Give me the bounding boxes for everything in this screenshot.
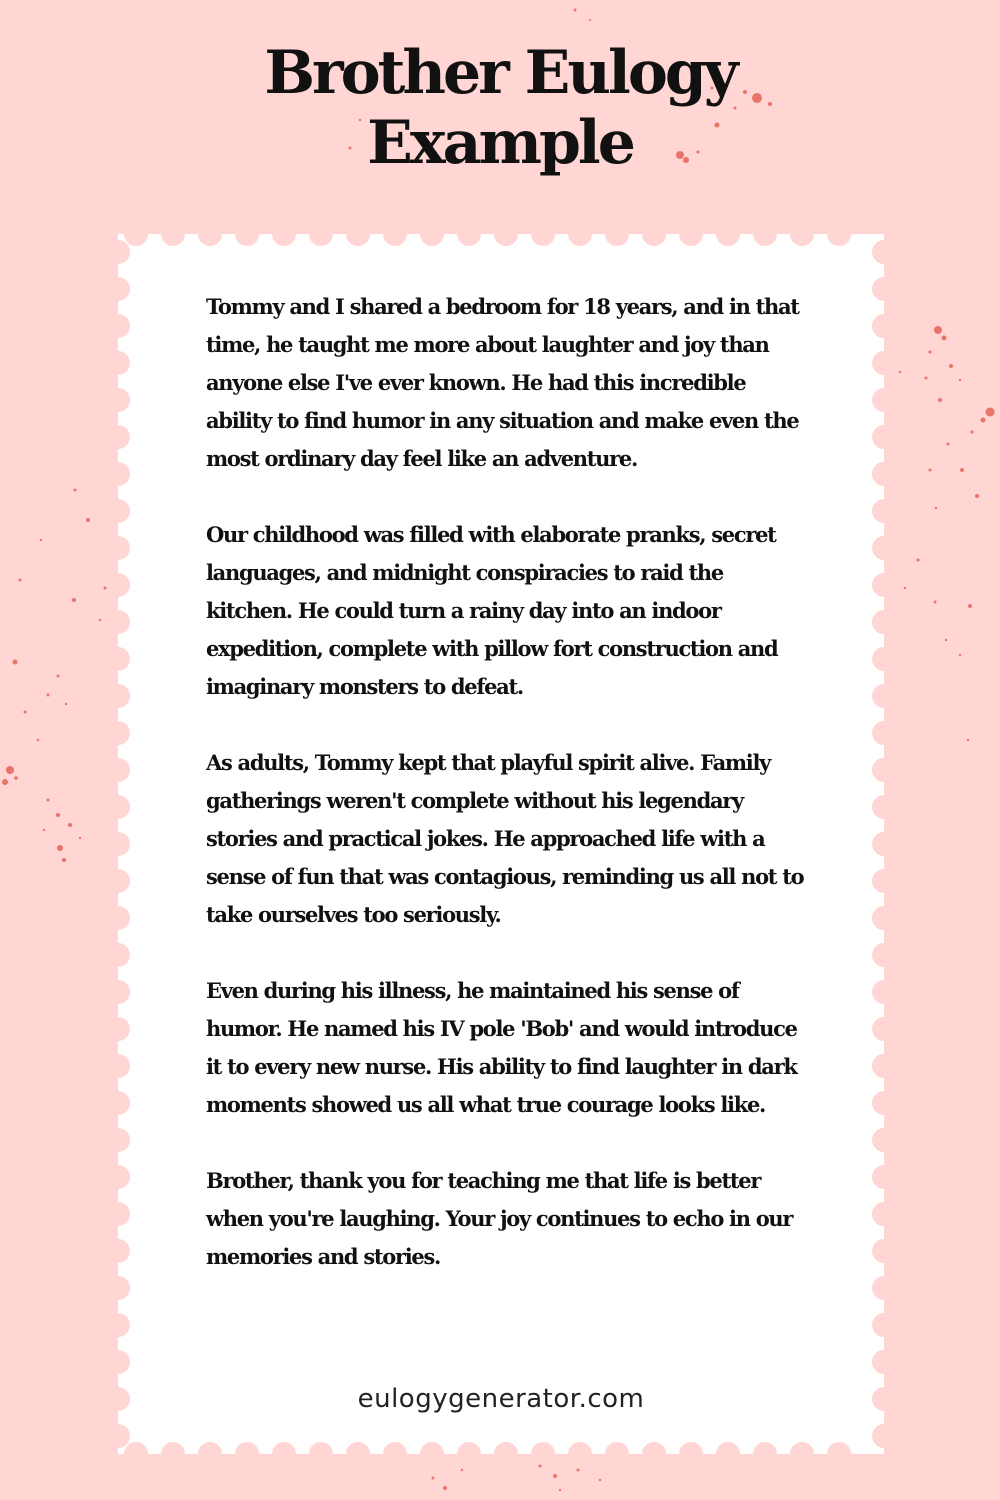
stamp-edge-notch [118, 906, 130, 930]
stamp-edge-notch [872, 1424, 884, 1448]
stamp-edge-notch [272, 234, 296, 246]
stamp-edge-notch [872, 351, 884, 375]
stamp-edge-notch [531, 234, 555, 246]
stamp-edge-notch [235, 234, 259, 246]
stamp-edge-notch [383, 1442, 407, 1454]
stamp-edge-notch [872, 1239, 884, 1263]
stamp-edge-notch [118, 1128, 130, 1152]
stamp-edge-notch [309, 234, 333, 246]
stamp-edge-notch [118, 1239, 130, 1263]
stamp-edge-notch [872, 1313, 884, 1337]
stamp-edge-notch [118, 425, 130, 449]
stamp-edge-notch [679, 234, 703, 246]
page-title [0, 38, 1000, 178]
stamp-edge-notch [872, 1165, 884, 1189]
eulogy-body [206, 288, 806, 1314]
stamp-edge-notch [872, 536, 884, 560]
stamp-edge-notch [118, 721, 130, 745]
stamp-edge-notch [198, 1442, 222, 1454]
stamp-edge-notch [753, 234, 777, 246]
stamp-edge-notch [872, 758, 884, 782]
stamp-edge-notch [872, 869, 884, 893]
paragraph-4: Even during his illness, he maintained his sense of humor. He named his IV pole 'Bob' and would introduce it to every new nurse. His ability to find laughter in dark moments showed us all what true courage looks like. [206, 978, 797, 1117]
stamp-edge-notch [872, 610, 884, 634]
stamp-edge-notch [872, 388, 884, 412]
stamp-edge-notch [494, 234, 518, 246]
stamp-edge-notch [872, 240, 884, 264]
stamp-edge-notch [872, 1202, 884, 1226]
stamp-edge-notch [420, 234, 444, 246]
stamp-edge-notch [118, 1313, 130, 1337]
stamp-edge-notch [161, 1442, 185, 1454]
stamp-edge-notch [118, 980, 130, 1004]
stamp-edge-notch [161, 234, 185, 246]
stamp-edge-notch [383, 234, 407, 246]
stamp-edge-notch [753, 1442, 777, 1454]
stamp-edge-notch [872, 684, 884, 708]
stamp-edge-notch [872, 906, 884, 930]
stamp-edge-notch [827, 234, 851, 246]
stamp-edge-notch [118, 240, 130, 264]
stamp-edge-notch [872, 1054, 884, 1078]
stamp-edge-notch [494, 1442, 518, 1454]
stamp-edge-notch [457, 1442, 481, 1454]
stamp-edge-notch [118, 277, 130, 301]
paragraph-5: Brother, thank you for teaching me that life is better when you're laughing. Your joy continues to echo in our memories and stories. [206, 1168, 793, 1269]
stamp-edge-notch [872, 499, 884, 523]
stamp-edge-notch [118, 1054, 130, 1078]
paragraph-3: As adults, Tommy kept that playful spirit alive. Family gatherings weren't complete without his legendary stories and practical jokes. He approached life with a sense of fun that was contagious, reminding us all not to take ourselves too seriously. [206, 750, 804, 927]
stamp-edge-notch [118, 943, 130, 967]
stamp-edge-notch [872, 943, 884, 967]
stamp-edge-notch [872, 425, 884, 449]
stamp-edge-notch [118, 462, 130, 486]
stamp-edge-notch [118, 647, 130, 671]
stamp-edge-notch [235, 1442, 259, 1454]
stamp-edge-notch [118, 314, 130, 338]
stamp-edge-notch [716, 234, 740, 246]
stamp-edge-notch [872, 721, 884, 745]
title-line-2: Example [367, 108, 633, 178]
stamp-edge-notch [118, 573, 130, 597]
stamp-edge-notch [605, 1442, 629, 1454]
stamp-edge-notch [346, 1442, 370, 1454]
stamp-edge-notch [872, 1091, 884, 1115]
stamp-edge-notch [457, 234, 481, 246]
stamp-edge-notch [118, 1424, 130, 1448]
stamp-edge-notch [605, 234, 629, 246]
stamp-edge-notch [118, 832, 130, 856]
stamp-edge-notch [118, 499, 130, 523]
stamp-edge-notch [872, 1017, 884, 1041]
stamp-edge-notch [716, 1442, 740, 1454]
stamp-edge-notch [872, 832, 884, 856]
stamp-edge-notch [309, 1442, 333, 1454]
paragraph-2: Our childhood was filled with elaborate pranks, secret languages, and midnight conspiracies to raid the kitchen. He could turn a rainy day into an indoor expedition, complete with pillow fort construction and imaginary monsters to defeat. [206, 522, 778, 699]
stamp-edge-notch [790, 234, 814, 246]
stamp-edge-notch [872, 277, 884, 301]
stamp-edge-notch [124, 234, 148, 246]
paragraph-1: Tommy and I shared a bedroom for 18 years, and in that time, he taught me more about laughter and joy than anyone else I've ever known. He had this incredible ability to find humor in any situation and make even the most ordinary day feel like an adventure. [206, 294, 799, 471]
stamp-edge-notch [124, 1442, 148, 1454]
stamp-edge-notch [642, 234, 666, 246]
stamp-edge-notch [118, 351, 130, 375]
stamp-edge-notch [531, 1442, 555, 1454]
stamp-edge-notch [118, 869, 130, 893]
stamp-edge-notch [568, 1442, 592, 1454]
website-credit: eulogygenerator.com [357, 1384, 645, 1414]
title-line-1: Brother Eulogy [264, 38, 736, 108]
stamp-edge-notch [118, 610, 130, 634]
stamp-edge-notch [872, 795, 884, 819]
stamp-edge-notch [118, 1276, 130, 1300]
stamp-edge-notch [272, 1442, 296, 1454]
stamp-edge-notch [118, 1165, 130, 1189]
stamp-edge-notch [118, 1202, 130, 1226]
eulogy-card [118, 234, 884, 1454]
stamp-edge-notch [872, 462, 884, 486]
stamp-edge-notch [118, 795, 130, 819]
stamp-edge-notch [872, 1128, 884, 1152]
stamp-edge-notch [198, 234, 222, 246]
stamp-edge-notch [118, 684, 130, 708]
stamp-edge-notch [872, 314, 884, 338]
stamp-edge-notch [118, 1091, 130, 1115]
stamp-edge-notch [642, 1442, 666, 1454]
stamp-edge-notch [118, 388, 130, 412]
stamp-edge-notch [118, 536, 130, 560]
stamp-edge-notch [346, 234, 370, 246]
stamp-edge-notch [872, 573, 884, 597]
stamp-edge-notch [420, 1442, 444, 1454]
stamp-edge-notch [118, 1350, 130, 1374]
stamp-edge-notch [827, 1442, 851, 1454]
stamp-edge-notch [679, 1442, 703, 1454]
stamp-edge-notch [872, 980, 884, 1004]
stamp-edge-notch [118, 1017, 130, 1041]
stamp-edge-notch [872, 647, 884, 671]
stamp-edge-notch [872, 1350, 884, 1374]
stamp-edge-notch [872, 1276, 884, 1300]
stamp-edge-notch [790, 1442, 814, 1454]
stamp-edge-notch [568, 234, 592, 246]
stamp-edge-notch [118, 758, 130, 782]
